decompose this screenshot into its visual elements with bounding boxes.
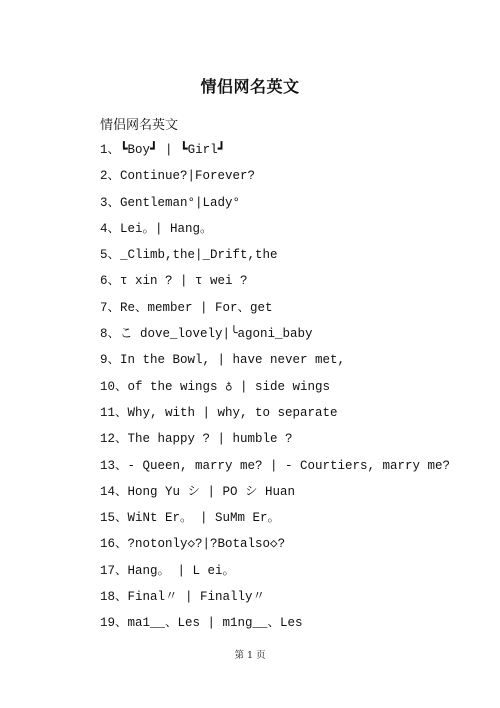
list-item: 1、┗Boy┛ | ┗Girl┛	[100, 143, 226, 157]
list-item: 5、_Climb,the|_Drift,the	[100, 248, 278, 263]
list-item: 12、The happy ? | humble ?	[100, 432, 293, 447]
name-list	[100, 140, 450, 640]
document-title: 情侣网名英文	[200, 77, 300, 96]
list-item: 14、Hong Yu シ | PO シ Huan	[100, 484, 296, 499]
list-item: 10、of the wings ♁ | side wings	[100, 379, 331, 394]
list-item: 13、- Queen, marry me? | - Courtiers, marry me?	[100, 458, 451, 473]
list-item: 8、こ dove_lovely|╰agoni_baby	[100, 327, 313, 342]
list-item: 6、τ xin ? | τ wei ?	[100, 274, 248, 289]
list-item: 16、?notonly◇?|?Botalso◇?	[100, 537, 286, 552]
list-item: 19、ma1__、Les | m1ng__、Les	[100, 616, 303, 631]
list-item: 9、In the Bowl, | have never met,	[100, 353, 346, 368]
list-item: 18、Final〃 | Finally〃	[100, 590, 266, 605]
list-item: 15、WiNt Er。 | SuMm Er。	[100, 511, 281, 526]
list-item: 17、Hang。 | L ei。	[100, 563, 236, 578]
list-item: 11、Why, with | why, to separate	[100, 405, 338, 420]
list-item: 3、Gentleman°|Lady°	[100, 195, 241, 210]
page-number: 第 1 页	[234, 650, 266, 661]
list-item: 2、Continue?|Forever?	[100, 169, 256, 184]
list-item: 7、Re、member | For、get	[100, 300, 273, 315]
section-heading: 情侣网名英文	[100, 118, 179, 133]
list-item: 4、Lei。| Hang。	[100, 221, 213, 236]
